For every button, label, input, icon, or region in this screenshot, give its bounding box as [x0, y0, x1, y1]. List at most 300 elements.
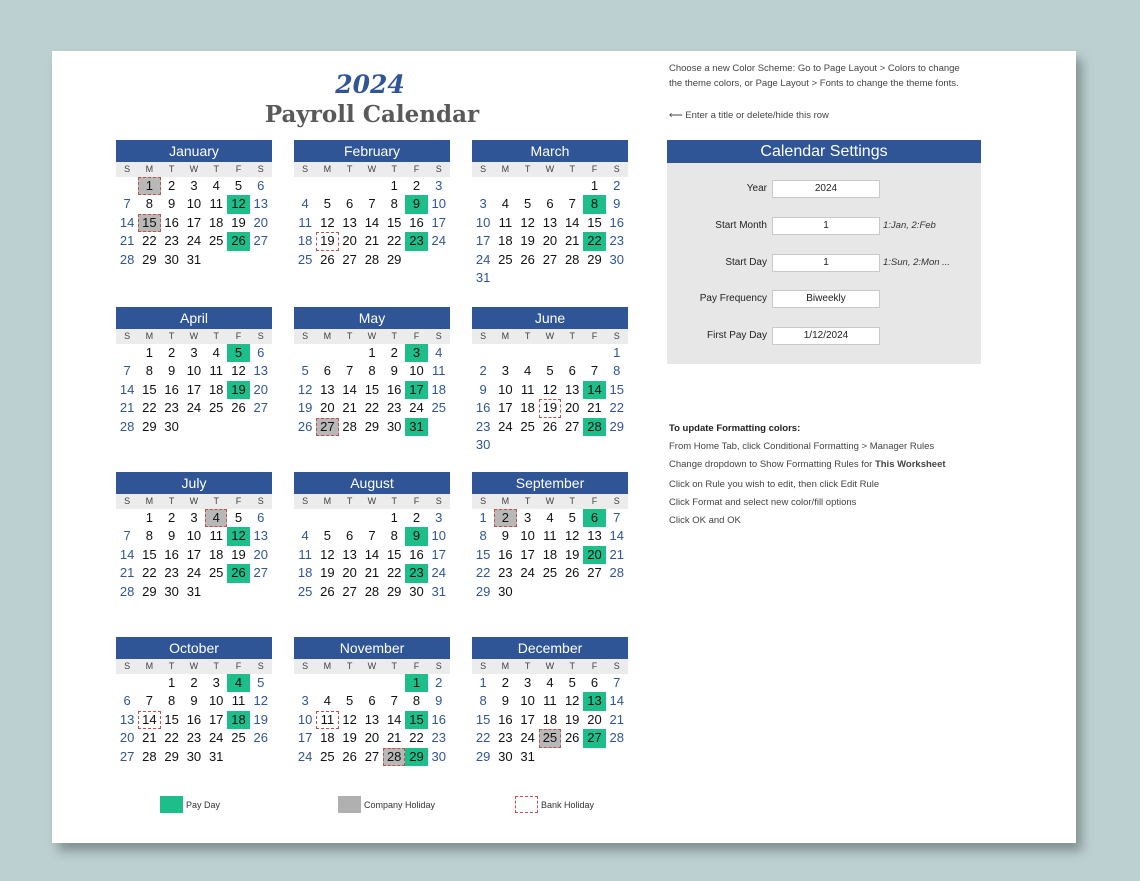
day-cell: 20: [587, 711, 602, 727]
weekday-letter: W: [545, 496, 555, 506]
day-cell: 24: [520, 565, 535, 581]
day-cell: 12: [253, 693, 268, 709]
day-cell: 6: [590, 675, 599, 690]
empty-day-cell: [539, 177, 561, 195]
weekday-letter: M: [145, 496, 154, 506]
weekday-letter: F: [235, 164, 242, 174]
day-cell: 8: [412, 693, 421, 709]
day-cell: 20: [342, 233, 357, 249]
day-cell: 19: [520, 233, 535, 249]
week-row: [472, 195, 628, 213]
day-cell: 18: [208, 214, 224, 230]
day-cell: 2: [412, 510, 421, 525]
week-row: [116, 692, 272, 710]
week-row: [294, 251, 450, 269]
day-cell: 16: [498, 711, 513, 727]
day-cell: 24: [186, 233, 202, 249]
day-cell: 3: [435, 178, 443, 193]
day-cell: 9: [501, 528, 510, 544]
day-cell: 7: [123, 363, 131, 379]
day-cell: 28: [583, 418, 605, 436]
day-cell: 19: [231, 546, 246, 562]
empty-day-cell: [361, 674, 383, 692]
day-cell: 23: [405, 564, 427, 582]
day-cell: 9: [405, 527, 427, 545]
empty-day-cell: [383, 674, 405, 692]
month-header: April: [116, 307, 272, 329]
day-cell: 19: [564, 711, 580, 727]
day-cell: 18: [431, 381, 446, 397]
day-cell: 17: [498, 400, 513, 416]
day-cell: 1: [138, 177, 160, 195]
day-cell: 8: [479, 693, 487, 709]
start-month-field[interactable]: 1: [772, 217, 880, 235]
day-cell: 14: [119, 381, 135, 397]
day-cell: 17: [475, 233, 491, 249]
weekday-letter: S: [435, 164, 442, 174]
weekday-letter: M: [501, 661, 510, 671]
day-cell: 14: [138, 711, 160, 729]
day-cell: 9: [168, 528, 176, 544]
day-cell: 31: [475, 269, 491, 285]
legend-pay-day-label: Pay Day: [186, 799, 221, 810]
week-row: [472, 546, 628, 564]
day-cell: 7: [568, 196, 576, 212]
week-row: [472, 232, 628, 250]
day-cell: 19: [253, 711, 268, 727]
day-cell: 7: [613, 510, 621, 525]
day-cell: 26: [320, 251, 335, 267]
day-cell: 17: [405, 381, 427, 399]
day-cell: 5: [257, 675, 265, 690]
day-cell: 16: [475, 400, 491, 416]
day-cell: 16: [409, 546, 424, 562]
day-cell: 28: [383, 748, 405, 766]
pay-day-swatch: [160, 796, 183, 813]
week-row: [294, 399, 450, 417]
weekday-letter: M: [145, 164, 154, 174]
title-hint: ⟵ Enter a title or delete/hide this row: [669, 110, 829, 121]
day-cell: 23: [431, 730, 446, 746]
day-cell: 6: [546, 196, 554, 212]
day-cell: 8: [613, 363, 621, 379]
day-cell: 1: [590, 178, 599, 193]
day-cell: 18: [297, 565, 313, 581]
empty-day-cell: [494, 177, 516, 195]
day-cell: 8: [583, 195, 605, 213]
week-row: [472, 674, 628, 692]
day-cell: 23: [609, 233, 624, 249]
pay-frequency-label: Pay Frequency: [699, 293, 767, 304]
day-cell: 12: [342, 711, 357, 727]
day-cell: 30: [431, 748, 446, 764]
week-row: [294, 381, 450, 399]
day-cell: 22: [364, 400, 380, 416]
day-cell: 20: [564, 400, 580, 416]
day-cell: 27: [542, 251, 558, 267]
update-formatting-heading: To update Formatting colors:: [669, 423, 801, 434]
day-cell: 18: [520, 400, 535, 416]
week-row: [294, 232, 450, 250]
day-cell: 30: [475, 436, 491, 452]
week-row: [472, 748, 628, 766]
day-cell: 14: [609, 693, 624, 709]
week-row: [116, 344, 272, 362]
weekday-letter: S: [613, 496, 620, 506]
year-field[interactable]: 2024: [772, 180, 880, 198]
day-cell: 14: [342, 381, 357, 397]
day-cell: 23: [164, 565, 179, 581]
day-cell: 10: [186, 196, 202, 212]
empty-day-cell: [339, 177, 361, 195]
weekday-letter: T: [524, 661, 531, 671]
day-cell: 7: [590, 363, 599, 379]
day-cell: 1: [479, 675, 487, 690]
weekday-letter: T: [213, 661, 219, 671]
day-cell: 24: [498, 418, 513, 434]
day-cell: 22: [475, 730, 491, 746]
empty-day-cell: [316, 177, 338, 195]
weekday-letter: F: [413, 331, 420, 341]
day-cell: 30: [164, 418, 179, 434]
day-cell: 1: [145, 510, 154, 525]
day-cell: 15: [609, 381, 624, 397]
day-cell: 16: [164, 546, 179, 562]
day-cell: 31: [405, 418, 427, 436]
day-cell: 31: [431, 583, 446, 599]
page-title: Payroll Calendar: [264, 101, 480, 128]
week-row: [294, 564, 450, 582]
day-cell: 26: [342, 748, 357, 764]
day-cell: 25: [208, 400, 224, 416]
day-cell: 28: [364, 583, 380, 599]
day-cell: 12: [320, 214, 335, 230]
day-cell: 26: [564, 565, 580, 581]
day-cell: 27: [342, 583, 357, 599]
month-march: [472, 140, 628, 287]
day-cell: 3: [405, 344, 427, 362]
day-cell: 6: [257, 178, 265, 193]
month-august: [294, 472, 450, 601]
day-cell: 11: [209, 528, 223, 544]
day-cell: 3: [524, 510, 532, 525]
weekday-letter: T: [346, 331, 353, 341]
day-cell: 13: [587, 528, 602, 544]
day-cell: 8: [145, 196, 154, 212]
weekday-letter: F: [235, 661, 242, 671]
month-header: September: [472, 472, 628, 494]
day-cell: 4: [227, 674, 249, 692]
day-cell: 29: [475, 583, 491, 599]
settings-row-start-day: [667, 254, 981, 272]
day-cell: 9: [190, 693, 198, 709]
day-cell: 31: [208, 748, 224, 764]
day-cell: 15: [475, 711, 491, 727]
day-cell: 3: [190, 510, 198, 525]
day-cell: 12: [320, 546, 335, 562]
day-cell: 29: [364, 418, 380, 434]
day-cell: 25: [520, 418, 535, 434]
weekday-header-row: [472, 659, 628, 674]
empty-day-cell: [339, 344, 361, 362]
week-row: [294, 692, 450, 710]
week-row: [472, 344, 628, 362]
day-cell: 17: [431, 546, 446, 562]
day-cell: 27: [253, 400, 268, 416]
weekday-letter: S: [302, 496, 309, 506]
day-cell: 4: [212, 178, 220, 193]
day-cell: 26: [227, 564, 249, 582]
day-cell: 23: [164, 233, 179, 249]
day-cell: 28: [119, 251, 135, 267]
day-cell: 11: [543, 528, 557, 544]
day-cell: 14: [119, 214, 135, 230]
weekday-header-row: [294, 329, 450, 344]
day-cell: 6: [346, 528, 354, 544]
week-row: [294, 344, 450, 362]
week-row: [116, 381, 272, 399]
weekday-letter: S: [124, 496, 131, 506]
day-cell: 13: [342, 546, 357, 562]
week-row: [116, 729, 272, 747]
weekday-letter: S: [257, 496, 264, 506]
day-cell: 26: [297, 418, 313, 434]
weekday-letter: S: [302, 661, 309, 671]
empty-day-cell: [294, 344, 316, 362]
week-row: [472, 362, 628, 380]
weekday-letter: S: [480, 496, 487, 506]
weekday-letter: T: [168, 164, 175, 174]
day-cell: 23: [386, 400, 402, 416]
empty-day-cell: [116, 177, 138, 195]
weekday-letter: W: [189, 331, 199, 341]
month-february: [294, 140, 450, 269]
update-step-3: Click on Rule you wish to edit, then click Edit Rule: [669, 479, 880, 490]
day-cell: 5: [323, 528, 332, 544]
day-cell: 19: [231, 214, 246, 230]
legend-bank-holiday-label: Bank Holiday: [541, 799, 595, 810]
weekday-letter: T: [346, 164, 353, 174]
weekday-letter: S: [613, 661, 620, 671]
company-holiday-swatch: [338, 796, 361, 813]
day-cell: 7: [390, 693, 398, 709]
first-pay-day-label: First Pay Day: [706, 330, 767, 341]
day-cell: 9: [501, 693, 510, 709]
weekday-letter: T: [569, 164, 575, 174]
weekday-letter: T: [346, 496, 353, 506]
empty-day-cell: [561, 344, 583, 362]
day-cell: 23: [475, 418, 491, 434]
day-cell: 28: [564, 251, 580, 267]
day-cell: 16: [164, 381, 179, 397]
update-step-4: Click Format and select new color/fill options: [669, 497, 857, 508]
day-cell: 21: [364, 233, 380, 249]
start-month-label: Start Month: [715, 220, 767, 231]
day-cell: 21: [119, 565, 135, 581]
weekday-letter: T: [168, 331, 175, 341]
weekday-letter: S: [302, 331, 309, 341]
day-cell: 5: [234, 178, 243, 193]
day-cell: 25: [431, 400, 446, 416]
start-day-field[interactable]: 1: [772, 254, 880, 272]
start-day-label: Start Day: [725, 257, 767, 268]
day-cell: 29: [142, 418, 157, 434]
day-cell: 24: [475, 251, 491, 267]
legend-bank-holiday: [515, 796, 594, 813]
week-row: [116, 195, 272, 213]
weekday-letter: S: [613, 331, 620, 341]
day-cell: 28: [342, 418, 357, 434]
day-cell: 22: [583, 232, 605, 250]
day-cell: 24: [208, 730, 224, 746]
day-cell: 22: [409, 730, 424, 746]
day-cell: 5: [234, 510, 243, 525]
day-cell: 27: [583, 729, 605, 747]
day-cell: 10: [431, 196, 446, 212]
day-cell: 22: [142, 233, 157, 249]
weekday-letter: M: [501, 496, 510, 506]
day-cell: 31: [186, 251, 202, 267]
day-cell: 14: [364, 214, 380, 230]
day-cell: 24: [520, 730, 535, 746]
day-cell: 27: [253, 233, 268, 249]
day-cell: 22: [475, 565, 491, 581]
day-cell: 24: [186, 565, 202, 581]
day-cell: 21: [587, 400, 602, 416]
day-cell: 17: [208, 711, 224, 727]
day-cell: 23: [405, 232, 427, 250]
day-cell: 2: [613, 178, 621, 193]
week-row: [116, 362, 272, 380]
day-cell: 13: [583, 692, 605, 710]
day-cell: 13: [253, 363, 268, 379]
week-row: [472, 214, 628, 232]
weekday-letter: S: [435, 331, 442, 341]
update-step-5: Click OK and OK: [669, 515, 741, 526]
week-row: [116, 177, 272, 195]
empty-day-cell: [361, 509, 383, 527]
day-cell: 4: [524, 363, 532, 379]
day-cell: 11: [209, 196, 223, 212]
month-september: [472, 472, 628, 601]
empty-day-cell: [294, 177, 316, 195]
day-cell: 30: [409, 583, 424, 599]
day-cell: 8: [145, 363, 154, 379]
day-cell: 18: [208, 381, 224, 397]
weekday-letter: S: [257, 331, 264, 341]
color-scheme-note-line2: the theme colors, or Page Layout > Fonts to change the theme fonts.: [669, 78, 959, 89]
day-cell: 30: [609, 251, 624, 267]
day-cell: 12: [564, 693, 580, 709]
week-row: [472, 509, 628, 527]
weekday-letter: T: [213, 496, 219, 506]
day-cell: 26: [231, 400, 246, 416]
first-pay-day-field[interactable]: 1/12/2024: [772, 327, 880, 345]
day-cell: 24: [431, 233, 446, 249]
day-cell: 15: [386, 546, 402, 562]
empty-day-cell: [116, 509, 138, 527]
legend-pay-day: [160, 796, 220, 813]
day-cell: 29: [386, 583, 402, 599]
day-cell: 17: [297, 730, 313, 746]
day-cell: 19: [564, 546, 580, 562]
day-cell: 15: [405, 711, 427, 729]
day-cell: 4: [546, 675, 554, 690]
month-header: March: [472, 140, 628, 162]
day-cell: 5: [323, 196, 332, 212]
day-cell: 20: [253, 214, 268, 230]
week-row: [472, 527, 628, 545]
day-cell: 10: [475, 214, 491, 230]
day-cell: 30: [164, 251, 179, 267]
day-cell: 9: [168, 363, 176, 379]
settings-row-first-pay-day: [667, 327, 981, 345]
empty-day-cell: [517, 344, 539, 362]
year-label: Year: [746, 183, 767, 194]
day-cell: 5: [568, 675, 576, 690]
day-cell: 11: [316, 711, 338, 729]
day-cell: 4: [323, 693, 332, 709]
day-cell: 11: [498, 214, 513, 230]
day-cell: 30: [386, 418, 402, 434]
day-cell: 25: [539, 729, 561, 747]
weekday-letter: S: [257, 164, 264, 174]
weekday-letter: F: [591, 331, 598, 341]
day-cell: 21: [609, 711, 624, 727]
day-cell: 8: [390, 528, 398, 544]
weekday-letter: W: [367, 164, 377, 174]
legend-company-holiday: [338, 796, 435, 813]
weekday-letter: M: [145, 661, 154, 671]
day-cell: 1: [368, 345, 376, 360]
weekday-letter: T: [168, 496, 175, 506]
day-cell: 7: [123, 196, 131, 212]
day-cell: 15: [142, 546, 157, 562]
weekday-letter: F: [413, 496, 420, 506]
day-cell: 5: [346, 693, 354, 709]
weekday-header-row: [116, 329, 272, 344]
day-cell: 13: [564, 381, 580, 397]
day-cell: 2: [168, 345, 176, 360]
day-cell: 26: [564, 730, 580, 746]
empty-day-cell: [116, 674, 138, 692]
empty-day-cell: [539, 344, 561, 362]
week-row: [294, 509, 450, 527]
weekday-header-row: [472, 494, 628, 509]
day-cell: 5: [568, 510, 576, 525]
day-cell: 6: [368, 693, 376, 709]
week-row: [472, 399, 628, 417]
day-cell: 22: [142, 565, 157, 581]
weekday-letter: T: [168, 661, 175, 671]
week-row: [116, 748, 272, 766]
day-cell: 1: [145, 345, 154, 360]
day-cell: 2: [479, 363, 487, 379]
day-cell: 4: [546, 510, 554, 525]
pay-frequency-field[interactable]: Biweekly: [772, 290, 880, 308]
empty-day-cell: [316, 674, 338, 692]
empty-day-cell: [339, 509, 361, 527]
weekday-letter: S: [124, 661, 131, 671]
weekday-letter: T: [213, 331, 219, 341]
day-cell: 11: [431, 363, 446, 379]
day-cell: 31: [186, 583, 202, 599]
week-row: [472, 436, 628, 454]
calendar-settings-panel: [667, 140, 981, 364]
day-cell: 15: [587, 214, 602, 230]
day-cell: 25: [231, 730, 246, 746]
month-header: July: [116, 472, 272, 494]
